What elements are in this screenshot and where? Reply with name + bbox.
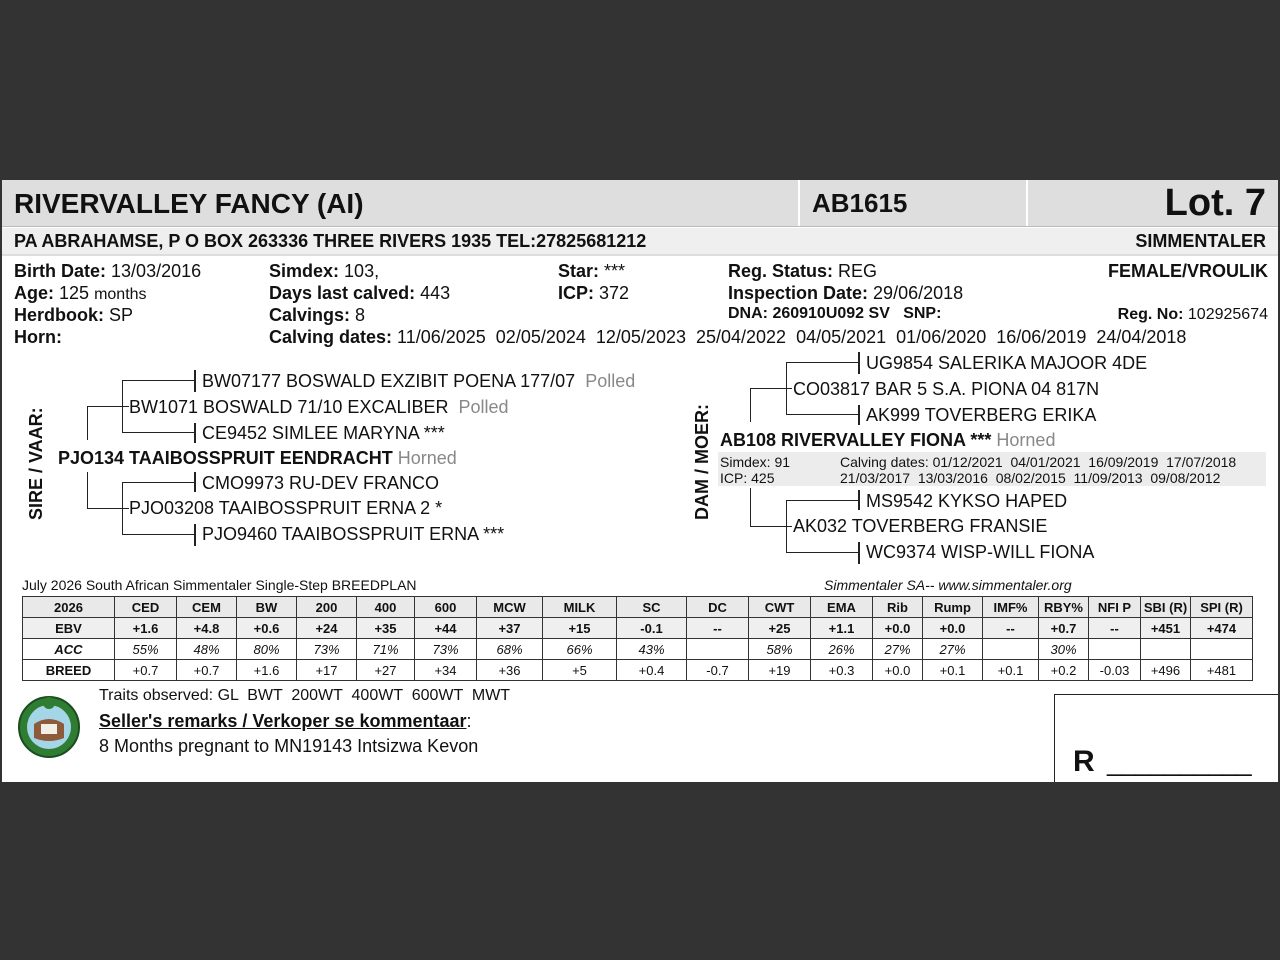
- acc-cell: 26%: [811, 639, 873, 660]
- ebv-header-cell: 2026: [23, 597, 115, 618]
- tree-line: [750, 488, 751, 526]
- acc-row: [23, 639, 1253, 660]
- breed-avg-cell: +0.3: [811, 660, 873, 681]
- dna-snp: DNA: 260910U092 SV SNP:: [728, 305, 942, 322]
- ebv-cell: +0.0: [873, 618, 923, 639]
- ebv-cell: +0.6: [237, 618, 297, 639]
- breed-avg-cell: +17: [297, 660, 357, 681]
- dam-calving-dates-cont: 21/03/2017 13/03/2016 08/02/2015 11/09/2013 09/08/2012: [840, 470, 1221, 486]
- tree-line: [750, 388, 792, 389]
- calvings: Calvings: 8: [269, 305, 366, 325]
- age: Age: 125 months: [14, 283, 147, 303]
- acc-cell: ACC: [23, 639, 115, 660]
- tree-line: [858, 490, 860, 510]
- breed-avg-cell: +36: [477, 660, 543, 681]
- traits-observed: Traits observed: GL BWT 200WT 400WT 600WT MWT: [99, 687, 511, 704]
- tree-line: [122, 534, 196, 535]
- tree-line: [786, 362, 860, 363]
- tree-line: [87, 472, 88, 508]
- tree-line: [122, 482, 196, 483]
- ebv-header-cell: MILK: [543, 597, 617, 618]
- tree-line: [786, 414, 860, 415]
- dam-icp: ICP: 425: [720, 470, 775, 486]
- dam-sire-sire: UG9854 SALERIKA MAJOOR 4DE: [866, 353, 1148, 373]
- tree-line: [750, 388, 751, 422]
- owner-bar: [2, 228, 1278, 256]
- ebv-header-cell: IMF%: [983, 597, 1039, 618]
- animal-name: RIVERVALLEY FANCY (AI): [14, 188, 364, 219]
- ebv-header-cell: MCW: [477, 597, 543, 618]
- acc-cell: [983, 639, 1039, 660]
- price-box[interactable]: [1054, 694, 1278, 782]
- ebv-cell: -0.1: [617, 618, 687, 639]
- lot-number: Lot. 7: [1164, 182, 1266, 224]
- ebv-header-cell: CED: [115, 597, 177, 618]
- birth-date: Birth Date: 13/03/2016: [14, 261, 202, 281]
- tree-line: [194, 370, 196, 392]
- ebv-row: [23, 618, 1253, 639]
- breed-avg-cell: +0.2: [1039, 660, 1089, 681]
- ebv-cell: +474: [1191, 618, 1253, 639]
- breed-avg-cell: -0.03: [1089, 660, 1141, 681]
- dam-dam-dam: WC9374 WISP-WILL FIONA: [866, 542, 1095, 562]
- acc-cell: 48%: [177, 639, 237, 660]
- ebv-cell: +37: [477, 618, 543, 639]
- dam-info-panel: [718, 452, 1266, 486]
- tree-line: [858, 352, 860, 374]
- dam-sire: CO03817 BAR 5 S.A. PIONA 04 817N: [793, 379, 1100, 399]
- tree-line: [87, 406, 88, 440]
- price-currency: R: [1073, 745, 1095, 778]
- acc-cell: 71%: [357, 639, 415, 660]
- sire-dam-sire: CMO9973 RU-DEV FRANCO: [202, 473, 440, 493]
- title-bar: [2, 180, 1278, 227]
- ebv-cell: +24: [297, 618, 357, 639]
- acc-cell: 58%: [749, 639, 811, 660]
- dam-sire-dam: AK999 TOVERBERG ERIKA: [866, 405, 1097, 425]
- acc-cell: 27%: [873, 639, 923, 660]
- icp: ICP: 372: [558, 283, 630, 303]
- ebv-cell: +0.7: [1039, 618, 1089, 639]
- tree-line: [194, 524, 196, 546]
- dam-calving-dates: Calving dates: 01/12/2021 04/01/2021 16/09/2019 17/07/2018: [840, 454, 1237, 470]
- calving-dates: Calving dates: 11/06/2025 02/05/2024 12/05/2023 25/04/2022 04/05/2021 01/06/2020 16/06/2019 24/04/2018: [269, 327, 1187, 347]
- ebv-cell: --: [1089, 618, 1141, 639]
- breed-avg-cell: +0.7: [115, 660, 177, 681]
- acc-cell: [1141, 639, 1191, 660]
- breed-avg-cell: +0.1: [983, 660, 1039, 681]
- ebv-cell: +451: [1141, 618, 1191, 639]
- acc-cell: 73%: [297, 639, 357, 660]
- ebv-cell: +44: [415, 618, 477, 639]
- reg-status: Reg. Status: REG: [728, 261, 878, 281]
- sire-name: PJO134 TAAIBOSSPRUIT EENDRACHT Horned: [58, 448, 457, 468]
- herdbook: Herdbook: SP: [14, 305, 134, 325]
- breed-name: SIMMENTALER: [1135, 231, 1266, 251]
- ebv-header-cell: RBY%: [1039, 597, 1089, 618]
- ebv-cell: +0.0: [923, 618, 983, 639]
- ebv-header-row: [23, 597, 1253, 618]
- ebv-table: [22, 596, 1253, 681]
- dam-side-label: DAM / MOER:: [692, 404, 712, 520]
- ebv-cell: +35: [357, 618, 415, 639]
- breed-avg-cell: -0.7: [687, 660, 749, 681]
- tree-line: [786, 500, 787, 552]
- acc-cell: 43%: [617, 639, 687, 660]
- breed-avg-cell: +5: [543, 660, 617, 681]
- ebv-header-cell: EMA: [811, 597, 873, 618]
- ebv-header-cell: SPI (R): [1191, 597, 1253, 618]
- ebv-header-cell: SC: [617, 597, 687, 618]
- breed-avg-cell: +0.7: [177, 660, 237, 681]
- ebv-header-cell: NFI P: [1089, 597, 1141, 618]
- acc-cell: [687, 639, 749, 660]
- ebv-header-cell: BW: [237, 597, 297, 618]
- breed-avg-row: [23, 660, 1253, 681]
- tree-line: [194, 472, 196, 492]
- ebv-cell: +1.1: [811, 618, 873, 639]
- ebv-cell: +25: [749, 618, 811, 639]
- ebv-cell: EBV: [23, 618, 115, 639]
- ebv-cell: --: [983, 618, 1039, 639]
- breed-avg-cell: +0.4: [617, 660, 687, 681]
- acc-cell: 68%: [477, 639, 543, 660]
- tree-line: [87, 406, 129, 407]
- seller-remarks: 8 Months pregnant to MN19143 Intsizwa Kevon: [99, 736, 479, 756]
- acc-cell: 66%: [543, 639, 617, 660]
- tree-line: [786, 552, 860, 553]
- tree-line: [194, 423, 196, 443]
- sire-sire-dam: CE9452 SIMLEE MARYNA ***: [202, 423, 445, 443]
- sex: FEMALE/VROULIK: [1108, 261, 1268, 281]
- dam-name: AB108 RIVERVALLEY FIONA *** Horned: [720, 430, 1056, 450]
- breed-avg-cell: +34: [415, 660, 477, 681]
- ebv-header-cell: CEM: [177, 597, 237, 618]
- ebv-header-cell: 200: [297, 597, 357, 618]
- remarks-heading-line: Seller's remarks / Verkoper se kommentaar:: [99, 711, 472, 731]
- ebv-cell: +15: [543, 618, 617, 639]
- simdex: Simdex: 103,: [269, 261, 380, 281]
- simmentaler-logo: [14, 694, 84, 758]
- ebv-cell: --: [687, 618, 749, 639]
- ebv-header-cell: SBI (R): [1141, 597, 1191, 618]
- acc-cell: 80%: [237, 639, 297, 660]
- ebv-header-cell: 600: [415, 597, 477, 618]
- breedplan-website: Simmentaler SA-- www.simmentaler.org: [824, 577, 1072, 593]
- title-divider: [798, 180, 800, 226]
- tree-line: [122, 482, 123, 534]
- breed-avg-cell: +0.0: [873, 660, 923, 681]
- breed-avg-cell: +0.1: [923, 660, 983, 681]
- tree-line: [122, 380, 196, 381]
- breed-avg-cell: BREED: [23, 660, 115, 681]
- tree-line: [858, 405, 860, 425]
- sire-sire-sire: BW07177 BOSWALD EXZIBIT POENA 177/07 Polled: [202, 371, 636, 391]
- breed-avg-cell: +496: [1141, 660, 1191, 681]
- sire-dam-dam: PJO9460 TAAIBOSSPRUIT ERNA ***: [202, 524, 505, 544]
- dam-dam: AK032 TOVERBERG FRANSIE: [793, 516, 1048, 536]
- acc-cell: 27%: [923, 639, 983, 660]
- price-line[interactable]: __________: [1107, 747, 1252, 777]
- title-divider: [1026, 180, 1028, 226]
- lot-card: [2, 180, 1278, 782]
- breed-avg-cell: +27: [357, 660, 415, 681]
- acc-cell: [1191, 639, 1253, 660]
- ebv-header-cell: CWT: [749, 597, 811, 618]
- breed-avg-cell: +19: [749, 660, 811, 681]
- tree-line: [858, 542, 860, 564]
- owner-address: PA ABRAHAMSE, P O BOX 263336 THREE RIVERS 1935 TEL:27825681212: [14, 231, 647, 251]
- sire-side-label: SIRE / VAAR:: [26, 407, 46, 520]
- sire-sire: BW1071 BOSWALD 71/10 EXCALIBER Polled: [129, 397, 509, 417]
- acc-cell: 30%: [1039, 639, 1089, 660]
- acc-cell: 73%: [415, 639, 477, 660]
- dam-dam-sire: MS9542 KYKSO HAPED: [866, 491, 1068, 511]
- horn: Horn:: [14, 327, 62, 347]
- breed-avg-cell: +1.6: [237, 660, 297, 681]
- ebv-cell: +4.8: [177, 618, 237, 639]
- registration-id: AB1615: [812, 188, 908, 218]
- sire-dam: PJO03208 TAAIBOSSPRUIT ERNA 2 *: [129, 498, 443, 518]
- star-rating: Star: ***: [558, 261, 626, 281]
- tree-line: [122, 432, 196, 433]
- days-last-calved: Days last calved: 443: [269, 283, 451, 303]
- ebv-header-cell: 400: [357, 597, 415, 618]
- reg-number: Reg. No: 102925674: [1117, 306, 1268, 323]
- ebv-cell: +1.6: [115, 618, 177, 639]
- breed-avg-cell: +481: [1191, 660, 1253, 681]
- tree-line: [786, 500, 860, 501]
- acc-cell: [1089, 639, 1141, 660]
- ebv-header-cell: Rump: [923, 597, 983, 618]
- ebv-header-cell: DC: [687, 597, 749, 618]
- breedplan-caption: July 2026 South African Simmentaler Single-Step BREEDPLAN: [22, 577, 417, 593]
- acc-cell: 55%: [115, 639, 177, 660]
- dam-simdex: Simdex: 91: [720, 454, 791, 470]
- inspection-date: Inspection Date: 29/06/2018: [728, 283, 964, 303]
- ebv-header-cell: Rib: [873, 597, 923, 618]
